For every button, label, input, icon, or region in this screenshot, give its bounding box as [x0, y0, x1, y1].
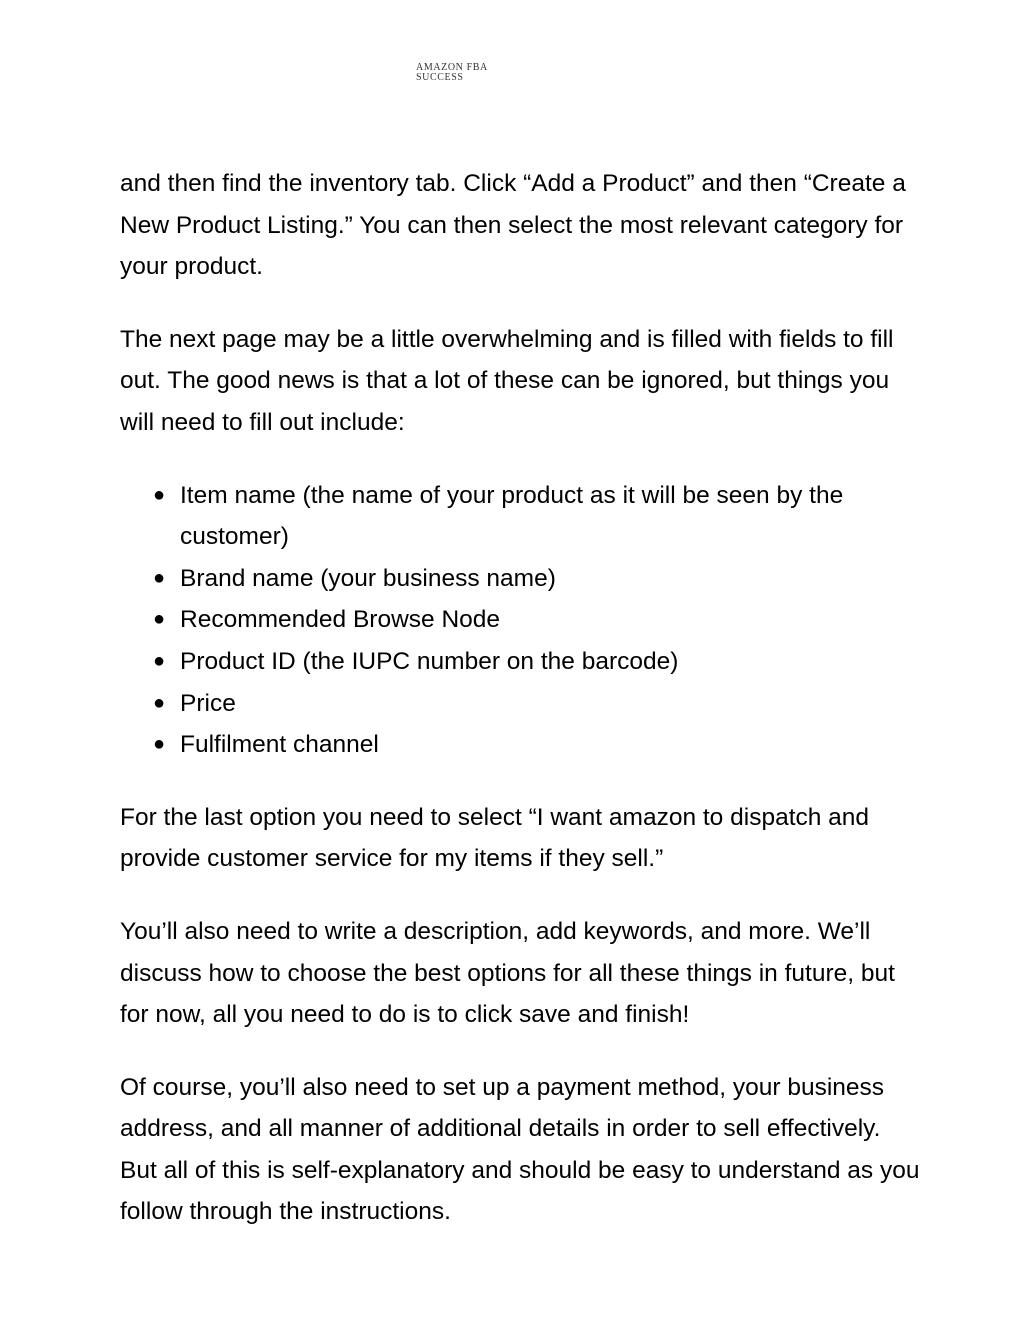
- bullet-icon: ●: [153, 608, 166, 631]
- list-item-text: Price: [180, 689, 236, 717]
- bullet-icon: ●: [153, 691, 166, 714]
- bullet-icon: ●: [153, 649, 166, 672]
- bullet-icon: ●: [153, 733, 166, 756]
- bullet-icon: ●: [153, 566, 166, 589]
- bullet-icon: ●: [153, 483, 166, 506]
- list-item: [120, 724, 880, 766]
- header-line-1: AMAZON FBA: [416, 62, 488, 73]
- paragraph: You’ll also need to write a description, add keywords, and more. We’ll discuss how to choose the best options for all these things in future, but for now, all you need to do is to click save and finish!: [120, 917, 895, 1029]
- list-item: [120, 599, 880, 641]
- paragraph: For the last option you need to select “I want amazon to dispatch and provide customer service for my items if they sell.”: [120, 803, 870, 873]
- document-body: [120, 163, 920, 1264]
- page-header: [416, 63, 488, 83]
- list-item: [120, 683, 880, 725]
- list-item-text: Item name (the name of your product as it will be seen by the customer): [180, 481, 844, 551]
- list-item-text: Brand name (your business name): [180, 564, 556, 592]
- list-item: [120, 641, 880, 683]
- paragraph: and then find the inventory tab. Click “Add a Product” and then “Create a New Product Listing.” You can then select the most relevant category for your product.: [120, 170, 906, 281]
- paragraph: Of course, you’ll also need to set up a payment method, your business address, and all manner of additional details in order to sell effectively. But all of this is self-explanatory and should be easy to understand as you follow through the instructions.: [120, 1073, 920, 1226]
- list-item-text: Recommended Browse Node: [180, 606, 501, 634]
- list-item: [120, 558, 880, 600]
- list-item-text: Fulfilment channel: [180, 731, 379, 759]
- header-line-2: SUCCESS: [416, 72, 464, 83]
- required-fields-list: [120, 475, 920, 766]
- paragraph: The next page may be a little overwhelming and is filled with fields to fill out. The good news is that a lot of these can be ignored, but things you will need to fill out include:: [120, 325, 894, 436]
- list-item-text: Product ID (the IUPC number on the barcode): [180, 647, 679, 675]
- list-item: [120, 475, 880, 558]
